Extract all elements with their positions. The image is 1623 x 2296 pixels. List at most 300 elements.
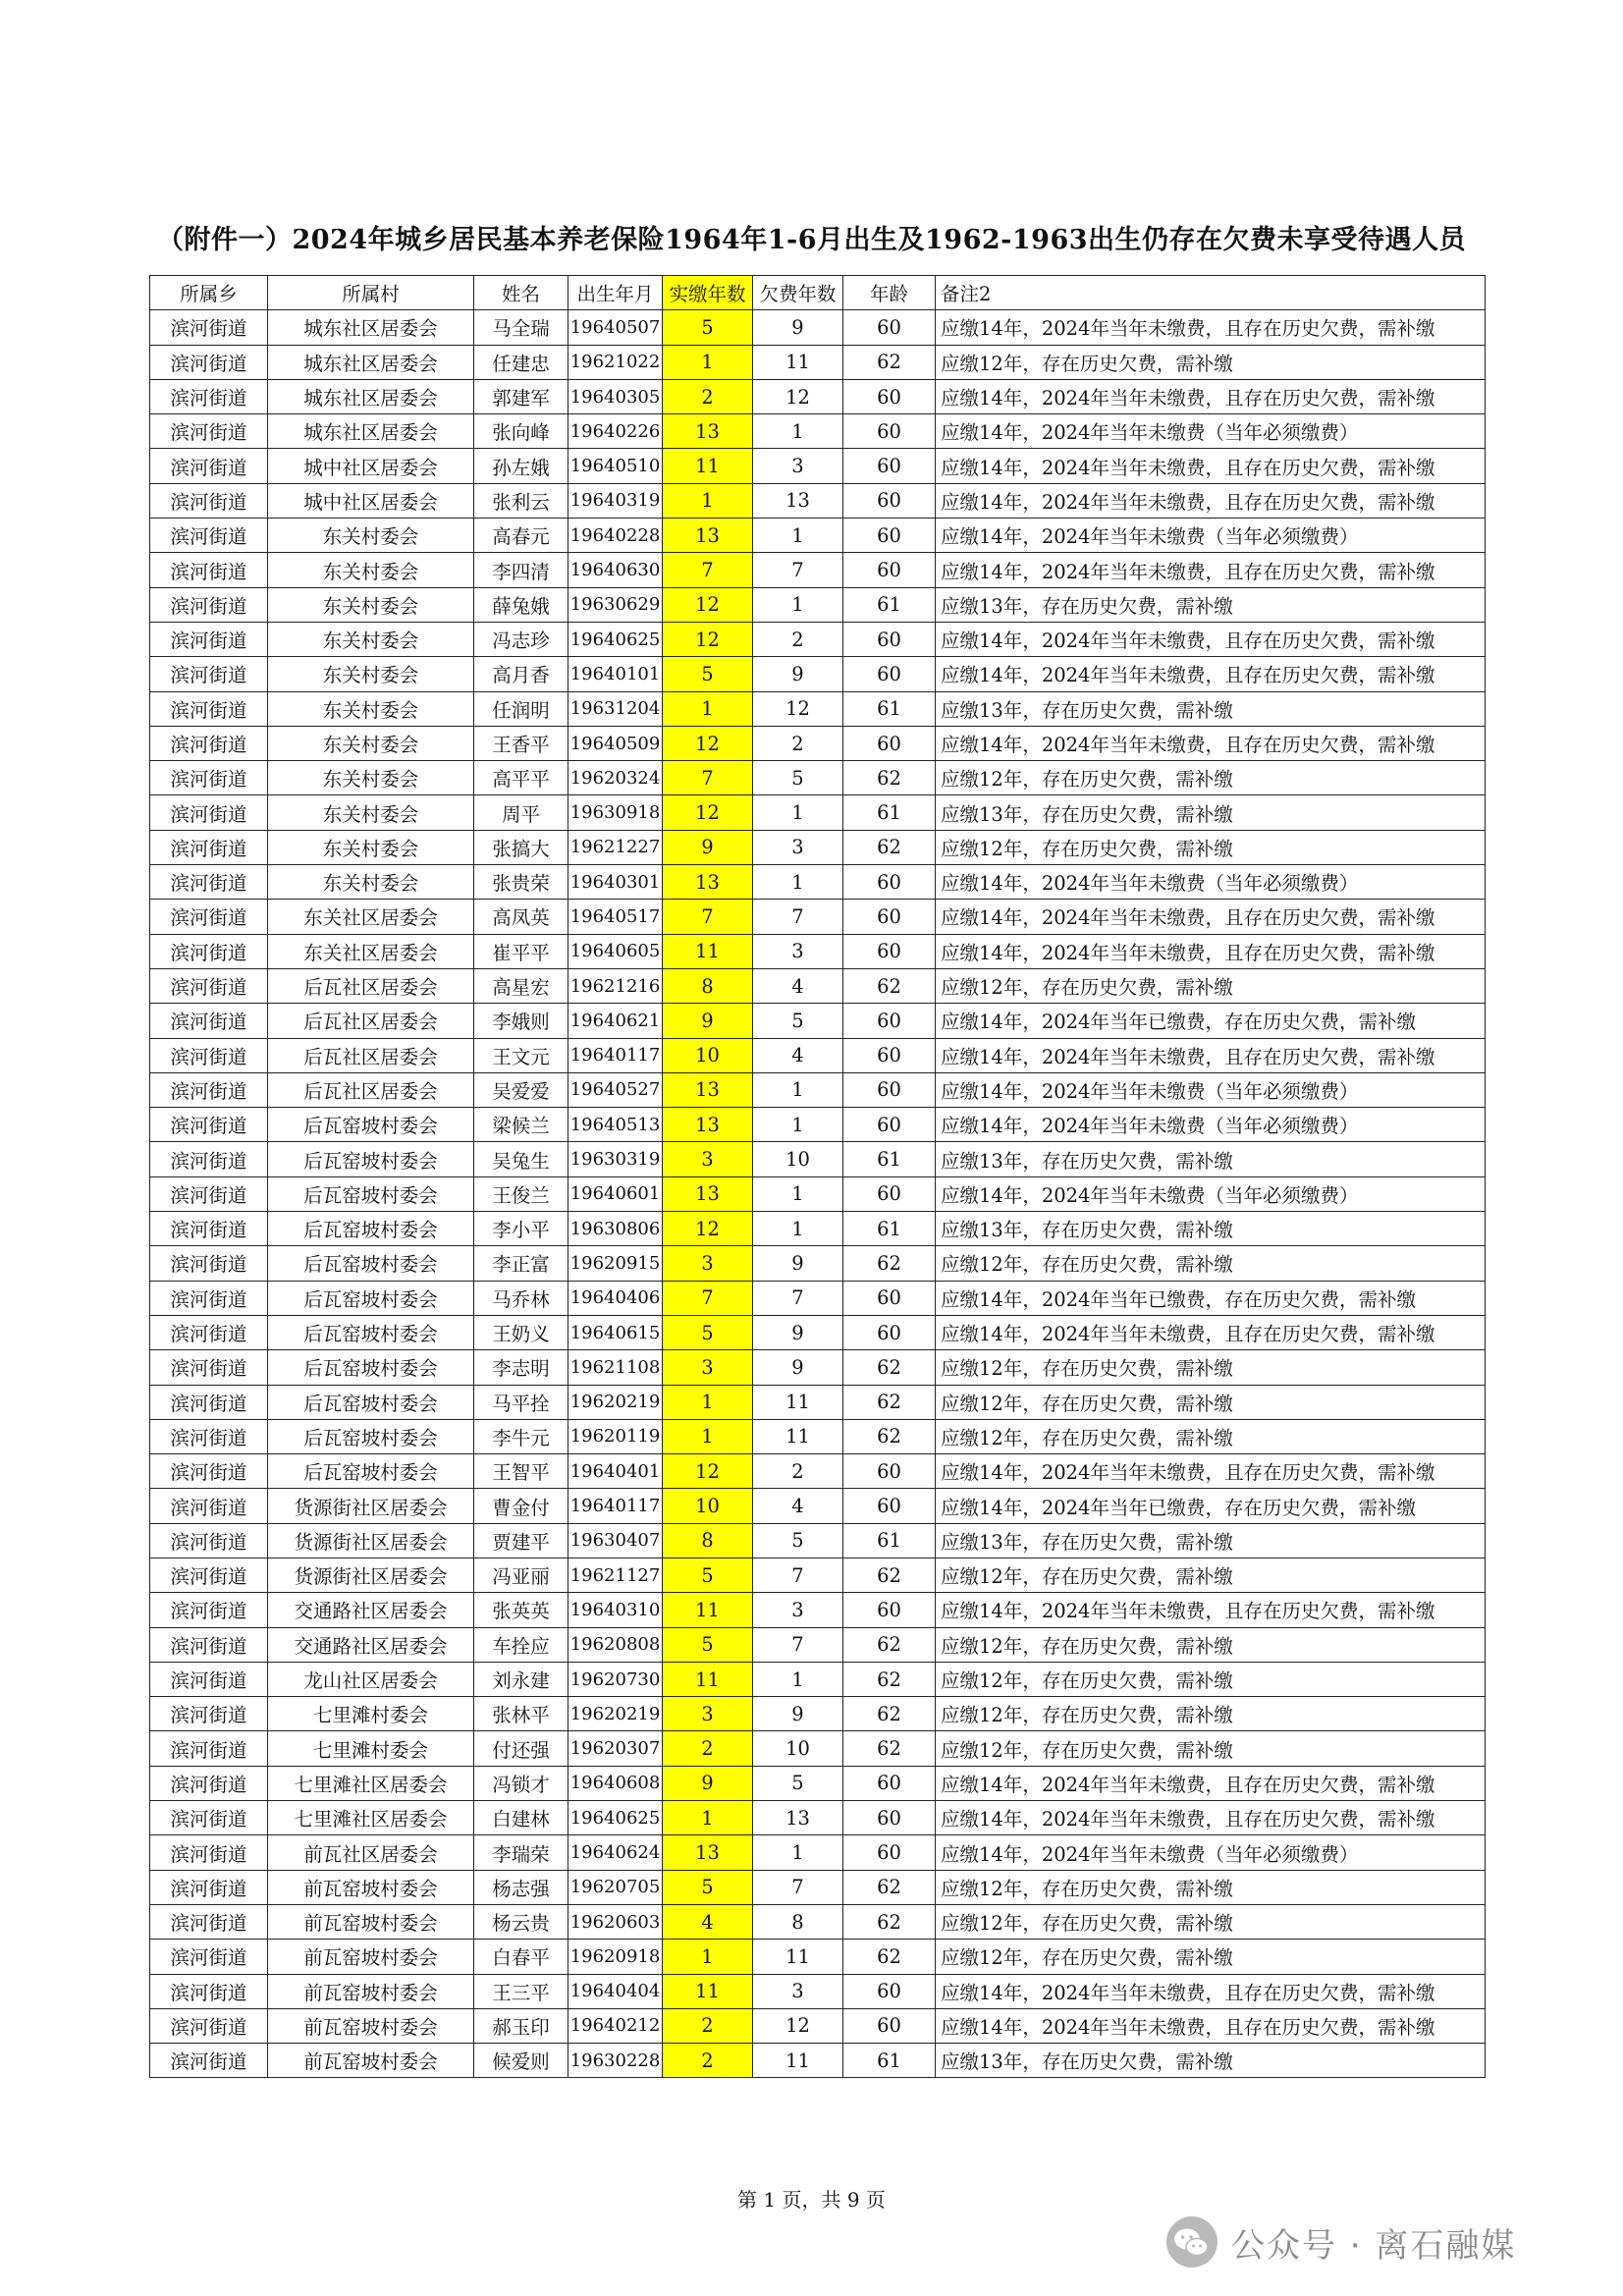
cell-owed-years: 7 (753, 1281, 843, 1315)
cell-paid-years: 3 (663, 1350, 753, 1385)
cell-village: 城中社区居委会 (268, 483, 474, 518)
table-row (150, 519, 1486, 553)
cell-township: 滨河街道 (150, 1454, 268, 1489)
cell-owed-years: 9 (753, 1697, 843, 1731)
cell-age: 60 (843, 1766, 936, 1800)
cell-paid-years: 12 (663, 726, 753, 760)
cell-note: 应缴14年，2024年当年未缴费，且存在历史欠费，需补缴 (936, 1801, 1486, 1835)
cell-note: 应缴14年，2024年当年未缴费（当年必须缴费） (936, 1108, 1486, 1142)
cell-village: 后瓦社区居委会 (268, 1072, 474, 1107)
cell-birth-date: 19640404 (568, 1974, 663, 2008)
cell-note: 应缴14年，2024年当年未缴费，且存在历史欠费，需补缴 (936, 1974, 1486, 2008)
cell-paid-years: 13 (663, 519, 753, 553)
wechat-icon (1164, 2214, 1219, 2269)
cell-paid-years: 9 (663, 1766, 753, 1800)
cell-name: 杨志强 (474, 1870, 568, 1904)
cell-note: 应缴14年，2024年当年未缴费，且存在历史欠费，需补缴 (936, 726, 1486, 760)
cell-name: 高星宏 (474, 968, 568, 1003)
cell-birth-date: 19640117 (568, 1038, 663, 1072)
cell-village: 东关村委会 (268, 587, 474, 622)
cell-birth-date: 19640624 (568, 1835, 663, 1870)
cell-owed-years: 7 (753, 1627, 843, 1662)
cell-paid-years: 7 (663, 553, 753, 587)
table-row (150, 1212, 1486, 1246)
cell-owed-years: 1 (753, 1176, 843, 1211)
cell-note: 应缴14年，2024年当年未缴费，且存在历史欠费，需补缴 (936, 379, 1486, 413)
cell-paid-years: 13 (663, 1176, 753, 1211)
cell-paid-years: 11 (663, 1593, 753, 1627)
cell-age: 62 (843, 830, 936, 864)
cell-birth-date: 19640510 (568, 449, 663, 483)
table-row (150, 1281, 1486, 1315)
cell-township: 滨河街道 (150, 865, 268, 900)
cell-name: 候爱则 (474, 2044, 568, 2078)
cell-paid-years: 9 (663, 830, 753, 864)
cell-birth-date: 19640406 (568, 1281, 663, 1315)
cell-owed-years: 1 (753, 1072, 843, 1107)
cell-note: 应缴12年，存在历史欠费，需补缴 (936, 1697, 1486, 1731)
cell-birth-date: 19630806 (568, 1212, 663, 1246)
cell-owed-years: 1 (753, 865, 843, 900)
cell-birth-date: 19620307 (568, 1731, 663, 1766)
cell-birth-date: 19640226 (568, 414, 663, 449)
cell-township: 滨河街道 (150, 1904, 268, 1939)
cell-paid-years: 3 (663, 1142, 753, 1176)
cell-paid-years: 2 (663, 2044, 753, 2078)
cell-owed-years: 4 (753, 1038, 843, 1072)
cell-township: 滨河街道 (150, 414, 268, 449)
table-row (150, 1004, 1486, 1038)
cell-village: 七里滩社区居委会 (268, 1801, 474, 1835)
cell-age: 60 (843, 414, 936, 449)
cell-paid-years: 12 (663, 1212, 753, 1246)
table-row (150, 1558, 1486, 1592)
cell-village: 后瓦社区居委会 (268, 1004, 474, 1038)
cell-note: 应缴12年，存在历史欠费，需补缴 (936, 1627, 1486, 1662)
table-row (150, 1904, 1486, 1939)
cell-paid-years: 3 (663, 1697, 753, 1731)
cell-name: 郝玉印 (474, 2008, 568, 2043)
cell-note: 应缴14年，2024年当年未缴费，且存在历史欠费，需补缴 (936, 1038, 1486, 1072)
cell-age: 61 (843, 2044, 936, 2078)
cell-birth-date: 19620730 (568, 1662, 663, 1696)
cell-age: 62 (843, 1627, 936, 1662)
cell-township: 滨河街道 (150, 761, 268, 795)
cell-name: 李四清 (474, 553, 568, 587)
cell-name: 刘永建 (474, 1662, 568, 1696)
cell-note: 应缴12年，存在历史欠费，需补缴 (936, 968, 1486, 1003)
cell-note: 应缴12年，存在历史欠费，需补缴 (936, 761, 1486, 795)
cell-name: 崔平平 (474, 934, 568, 968)
cell-birth-date: 19640228 (568, 519, 663, 553)
cell-paid-years: 11 (663, 1974, 753, 2008)
cell-township: 滨河街道 (150, 900, 268, 934)
cell-paid-years: 1 (663, 1940, 753, 1974)
cell-note: 应缴13年，存在历史欠费，需补缴 (936, 1142, 1486, 1176)
cell-village: 交通路社区居委会 (268, 1593, 474, 1627)
cell-name: 吴兔生 (474, 1142, 568, 1176)
table-row (150, 1350, 1486, 1385)
cell-owed-years: 7 (753, 1870, 843, 1904)
cell-age: 60 (843, 519, 936, 553)
cell-age: 61 (843, 1523, 936, 1558)
cell-note: 应缴14年，2024年当年未缴费（当年必须缴费） (936, 414, 1486, 449)
table-row (150, 1108, 1486, 1142)
cell-township: 滨河街道 (150, 1315, 268, 1349)
cell-owed-years: 12 (753, 379, 843, 413)
cell-village: 东关村委会 (268, 657, 474, 691)
cell-township: 滨河街道 (150, 553, 268, 587)
cell-paid-years: 1 (663, 691, 753, 726)
cell-age: 62 (843, 1350, 936, 1385)
cell-note: 应缴14年，2024年当年未缴费（当年必须缴费） (936, 1835, 1486, 1870)
cell-owed-years: 10 (753, 1142, 843, 1176)
cell-township: 滨河街道 (150, 1212, 268, 1246)
cell-village: 东关村委会 (268, 726, 474, 760)
cell-birth-date: 19621127 (568, 1558, 663, 1592)
cell-owed-years: 9 (753, 1350, 843, 1385)
page-number: 第 1 页，共 9 页 (737, 2188, 886, 2212)
cell-name: 冯锁才 (474, 1766, 568, 1800)
cell-village: 城东社区居委会 (268, 414, 474, 449)
cell-village: 城东社区居委会 (268, 310, 474, 345)
cell-name: 孙左娥 (474, 449, 568, 483)
cell-birth-date: 19620918 (568, 1940, 663, 1974)
cell-township: 滨河街道 (150, 968, 268, 1003)
table-row (150, 968, 1486, 1003)
cell-note: 应缴14年，2024年当年未缴费，且存在历史欠费，需补缴 (936, 622, 1486, 656)
cell-owed-years: 1 (753, 1835, 843, 1870)
cell-age: 62 (843, 1419, 936, 1453)
cell-township: 滨河街道 (150, 1870, 268, 1904)
cell-birth-date: 19620219 (568, 1697, 663, 1731)
cell-village: 城东社区居委会 (268, 379, 474, 413)
cell-paid-years: 8 (663, 968, 753, 1003)
cell-village: 龙山社区居委会 (268, 1662, 474, 1696)
cell-note: 应缴12年，存在历史欠费，需补缴 (936, 1940, 1486, 1974)
cell-name: 付还强 (474, 1731, 568, 1766)
cell-village: 七里滩社区居委会 (268, 1766, 474, 1800)
cell-paid-years: 8 (663, 1523, 753, 1558)
cell-age: 60 (843, 1974, 936, 2008)
table-row (150, 1176, 1486, 1211)
header-village: 所属村 (268, 276, 474, 310)
cell-owed-years: 9 (753, 1246, 843, 1281)
cell-name: 高凤英 (474, 900, 568, 934)
cell-township: 滨河街道 (150, 1489, 268, 1523)
cell-township: 滨河街道 (150, 345, 268, 379)
cell-owed-years: 1 (753, 519, 843, 553)
cell-township: 滨河街道 (150, 1558, 268, 1592)
cell-name: 马乔林 (474, 1281, 568, 1315)
cell-owed-years: 11 (753, 1940, 843, 1974)
cell-township: 滨河街道 (150, 1419, 268, 1453)
cell-owed-years: 3 (753, 830, 843, 864)
cell-village: 交通路社区居委会 (268, 1627, 474, 1662)
cell-name: 王奶义 (474, 1315, 568, 1349)
cell-birth-date: 19630407 (568, 1523, 663, 1558)
cell-village: 后瓦窑坡村委会 (268, 1246, 474, 1281)
cell-note: 应缴12年，存在历史欠费，需补缴 (936, 1731, 1486, 1766)
cell-age: 60 (843, 1593, 936, 1627)
cell-age: 62 (843, 345, 936, 379)
table-row (150, 1731, 1486, 1766)
cell-paid-years: 7 (663, 1281, 753, 1315)
table-row (150, 657, 1486, 691)
cell-village: 货源街社区居委会 (268, 1558, 474, 1592)
cell-birth-date: 19620915 (568, 1246, 663, 1281)
cell-name: 李牛元 (474, 1419, 568, 1453)
cell-paid-years: 10 (663, 1489, 753, 1523)
cell-name: 郭建军 (474, 379, 568, 413)
table-row (150, 1315, 1486, 1349)
cell-township: 滨河街道 (150, 1835, 268, 1870)
cell-age: 61 (843, 587, 936, 622)
cell-name: 张贵荣 (474, 865, 568, 900)
cell-age: 60 (843, 553, 936, 587)
cell-birth-date: 19640507 (568, 310, 663, 345)
table-row (150, 1385, 1486, 1419)
cell-owed-years: 5 (753, 1766, 843, 1800)
cell-owed-years: 5 (753, 761, 843, 795)
cell-name: 王智平 (474, 1454, 568, 1489)
cell-age: 60 (843, 657, 936, 691)
cell-village: 后瓦窑坡村委会 (268, 1350, 474, 1385)
cell-name: 梁候兰 (474, 1108, 568, 1142)
cell-township: 滨河街道 (150, 1697, 268, 1731)
cell-age: 60 (843, 1801, 936, 1835)
cell-note: 应缴14年，2024年当年已缴费，存在历史欠费，需补缴 (936, 1489, 1486, 1523)
cell-name: 张林平 (474, 1697, 568, 1731)
cell-age: 60 (843, 1038, 936, 1072)
cell-township: 滨河街道 (150, 1350, 268, 1385)
cell-village: 七里滩村委会 (268, 1731, 474, 1766)
cell-note: 应缴13年，存在历史欠费，需补缴 (936, 795, 1486, 830)
document-title: （附件一）2024年城乡居民基本养老保险1964年1-6月出生及1962-1963出生仍存在欠费未享受待遇人员 (156, 225, 1467, 255)
watermark-text: 公众号 · 离石融媒 (1231, 2225, 1517, 2266)
cell-owed-years: 3 (753, 1593, 843, 1627)
cell-village: 东关社区居委会 (268, 900, 474, 934)
cell-note: 应缴12年，存在历史欠费，需补缴 (936, 1904, 1486, 1939)
cell-paid-years: 5 (663, 657, 753, 691)
cell-village: 货源街社区居委会 (268, 1523, 474, 1558)
cell-paid-years: 12 (663, 795, 753, 830)
cell-township: 滨河街道 (150, 657, 268, 691)
cell-paid-years: 12 (663, 622, 753, 656)
table-row (150, 1870, 1486, 1904)
cell-birth-date: 19640630 (568, 553, 663, 587)
cell-township: 滨河街道 (150, 1072, 268, 1107)
cell-paid-years: 13 (663, 1072, 753, 1107)
cell-owed-years: 4 (753, 1489, 843, 1523)
cell-age: 60 (843, 1004, 936, 1038)
cell-owed-years: 11 (753, 1419, 843, 1453)
cell-birth-date: 19640527 (568, 1072, 663, 1107)
header-age: 年龄 (843, 276, 936, 310)
cell-village: 货源街社区居委会 (268, 1489, 474, 1523)
table-row (150, 414, 1486, 449)
cell-name: 杨云贵 (474, 1904, 568, 1939)
cell-name: 高春元 (474, 519, 568, 553)
cell-note: 应缴13年，存在历史欠费，需补缴 (936, 587, 1486, 622)
cell-note: 应缴14年，2024年当年未缴费，且存在历史欠费，需补缴 (936, 1766, 1486, 1800)
cell-birth-date: 19630918 (568, 795, 663, 830)
watermark (1164, 2214, 1516, 2269)
table-row (150, 691, 1486, 726)
cell-age: 60 (843, 449, 936, 483)
cell-paid-years: 13 (663, 865, 753, 900)
cell-birth-date: 19640605 (568, 934, 663, 968)
cell-village: 东关社区居委会 (268, 934, 474, 968)
cell-paid-years: 2 (663, 379, 753, 413)
cell-paid-years: 1 (663, 345, 753, 379)
cell-note: 应缴14年，2024年当年未缴费（当年必须缴费） (936, 519, 1486, 553)
cell-birth-date: 19620808 (568, 1627, 663, 1662)
cell-owed-years: 4 (753, 968, 843, 1003)
cell-owed-years: 8 (753, 1904, 843, 1939)
cell-age: 62 (843, 1731, 936, 1766)
cell-note: 应缴13年，存在历史欠费，需补缴 (936, 1523, 1486, 1558)
cell-birth-date: 19620219 (568, 1385, 663, 1419)
cell-village: 东关村委会 (268, 691, 474, 726)
cell-age: 60 (843, 2008, 936, 2043)
cell-birth-date: 19640513 (568, 1108, 663, 1142)
cell-name: 冯亚丽 (474, 1558, 568, 1592)
table-row (150, 1627, 1486, 1662)
cell-age: 60 (843, 1315, 936, 1349)
table-row (150, 310, 1486, 345)
cell-note: 应缴14年，2024年当年未缴费，且存在历史欠费，需补缴 (936, 553, 1486, 587)
cell-paid-years: 5 (663, 310, 753, 345)
cell-owed-years: 5 (753, 1004, 843, 1038)
cell-age: 60 (843, 1835, 936, 1870)
cell-paid-years: 5 (663, 1315, 753, 1349)
cell-name: 任润明 (474, 691, 568, 726)
cell-paid-years: 3 (663, 1246, 753, 1281)
cell-owed-years: 7 (753, 1558, 843, 1592)
cell-name: 高平平 (474, 761, 568, 795)
cell-village: 前瓦窑坡村委会 (268, 1870, 474, 1904)
header-name: 姓名 (474, 276, 568, 310)
cell-birth-date: 19640621 (568, 1004, 663, 1038)
cell-age: 60 (843, 1489, 936, 1523)
cell-village: 东关村委会 (268, 830, 474, 864)
cell-owed-years: 7 (753, 900, 843, 934)
cell-owed-years: 3 (753, 934, 843, 968)
cell-note: 应缴14年，2024年当年未缴费（当年必须缴费） (936, 1072, 1486, 1107)
table-row (150, 726, 1486, 760)
cell-birth-date: 19640509 (568, 726, 663, 760)
cell-name: 王香平 (474, 726, 568, 760)
table-row (150, 553, 1486, 587)
cell-birth-date: 19640212 (568, 2008, 663, 2043)
cell-paid-years: 2 (663, 2008, 753, 2043)
cell-owed-years: 1 (753, 1108, 843, 1142)
cell-birth-date: 19640615 (568, 1315, 663, 1349)
cell-township: 滨河街道 (150, 2044, 268, 2078)
table-row (150, 1940, 1486, 1974)
table-row (150, 761, 1486, 795)
table-row (150, 830, 1486, 864)
cell-township: 滨河街道 (150, 1627, 268, 1662)
cell-age: 60 (843, 865, 936, 900)
table-header (150, 276, 1486, 310)
table-row (150, 1593, 1486, 1627)
cell-age: 60 (843, 310, 936, 345)
cell-note: 应缴14年，2024年当年未缴费（当年必须缴费） (936, 865, 1486, 900)
table-body (150, 310, 1486, 2078)
cell-township: 滨河街道 (150, 1038, 268, 1072)
cell-name: 李娥则 (474, 1004, 568, 1038)
cell-village: 后瓦窑坡村委会 (268, 1176, 474, 1211)
cell-paid-years: 11 (663, 1662, 753, 1696)
cell-township: 滨河街道 (150, 483, 268, 518)
cell-birth-date: 19630228 (568, 2044, 663, 2078)
cell-owed-years: 7 (753, 553, 843, 587)
cell-paid-years: 1 (663, 483, 753, 518)
cell-owed-years: 1 (753, 1212, 843, 1246)
cell-township: 滨河街道 (150, 310, 268, 345)
cell-name: 曹金付 (474, 1489, 568, 1523)
table-row (150, 2044, 1486, 2078)
cell-birth-date: 19640601 (568, 1176, 663, 1211)
cell-age: 60 (843, 379, 936, 413)
cell-township: 滨河街道 (150, 1940, 268, 1974)
table-row (150, 934, 1486, 968)
cell-village: 前瓦窑坡村委会 (268, 2008, 474, 2043)
cell-age: 62 (843, 1558, 936, 1592)
cell-owed-years: 9 (753, 310, 843, 345)
cell-township: 滨河街道 (150, 2008, 268, 2043)
cell-note: 应缴14年，2024年当年未缴费，且存在历史欠费，需补缴 (936, 1454, 1486, 1489)
cell-village: 后瓦窑坡村委会 (268, 1212, 474, 1246)
cell-township: 滨河街道 (150, 1108, 268, 1142)
cell-birth-date: 19621022 (568, 345, 663, 379)
table-row (150, 1766, 1486, 1800)
table-row (150, 1697, 1486, 1731)
cell-township: 滨河街道 (150, 1593, 268, 1627)
header-paid-years: 实缴年数 (663, 276, 753, 310)
cell-age: 61 (843, 795, 936, 830)
cell-age: 60 (843, 1072, 936, 1107)
cell-township: 滨河街道 (150, 1004, 268, 1038)
cell-age: 60 (843, 726, 936, 760)
cell-name: 周平 (474, 795, 568, 830)
table-row (150, 1523, 1486, 1558)
cell-owed-years: 1 (753, 795, 843, 830)
table-row (150, 1662, 1486, 1696)
cell-note: 应缴13年，存在历史欠费，需补缴 (936, 2044, 1486, 2078)
cell-name: 李正富 (474, 1246, 568, 1281)
cell-name: 任建忠 (474, 345, 568, 379)
table-row (150, 1038, 1486, 1072)
cell-age: 60 (843, 1281, 936, 1315)
cell-township: 滨河街道 (150, 1974, 268, 2008)
cell-owed-years: 11 (753, 345, 843, 379)
cell-age: 61 (843, 1142, 936, 1176)
table-row (150, 379, 1486, 413)
cell-paid-years: 11 (663, 449, 753, 483)
cell-birth-date: 19640401 (568, 1454, 663, 1489)
cell-birth-date: 19621108 (568, 1350, 663, 1385)
cell-name: 王三平 (474, 1974, 568, 2008)
cell-note: 应缴13年，存在历史欠费，需补缴 (936, 691, 1486, 726)
cell-township: 滨河街道 (150, 934, 268, 968)
cell-birth-date: 19621216 (568, 968, 663, 1003)
cell-owed-years: 2 (753, 1454, 843, 1489)
cell-township: 滨河街道 (150, 1142, 268, 1176)
cell-note: 应缴12年，存在历史欠费，需补缴 (936, 1246, 1486, 1281)
